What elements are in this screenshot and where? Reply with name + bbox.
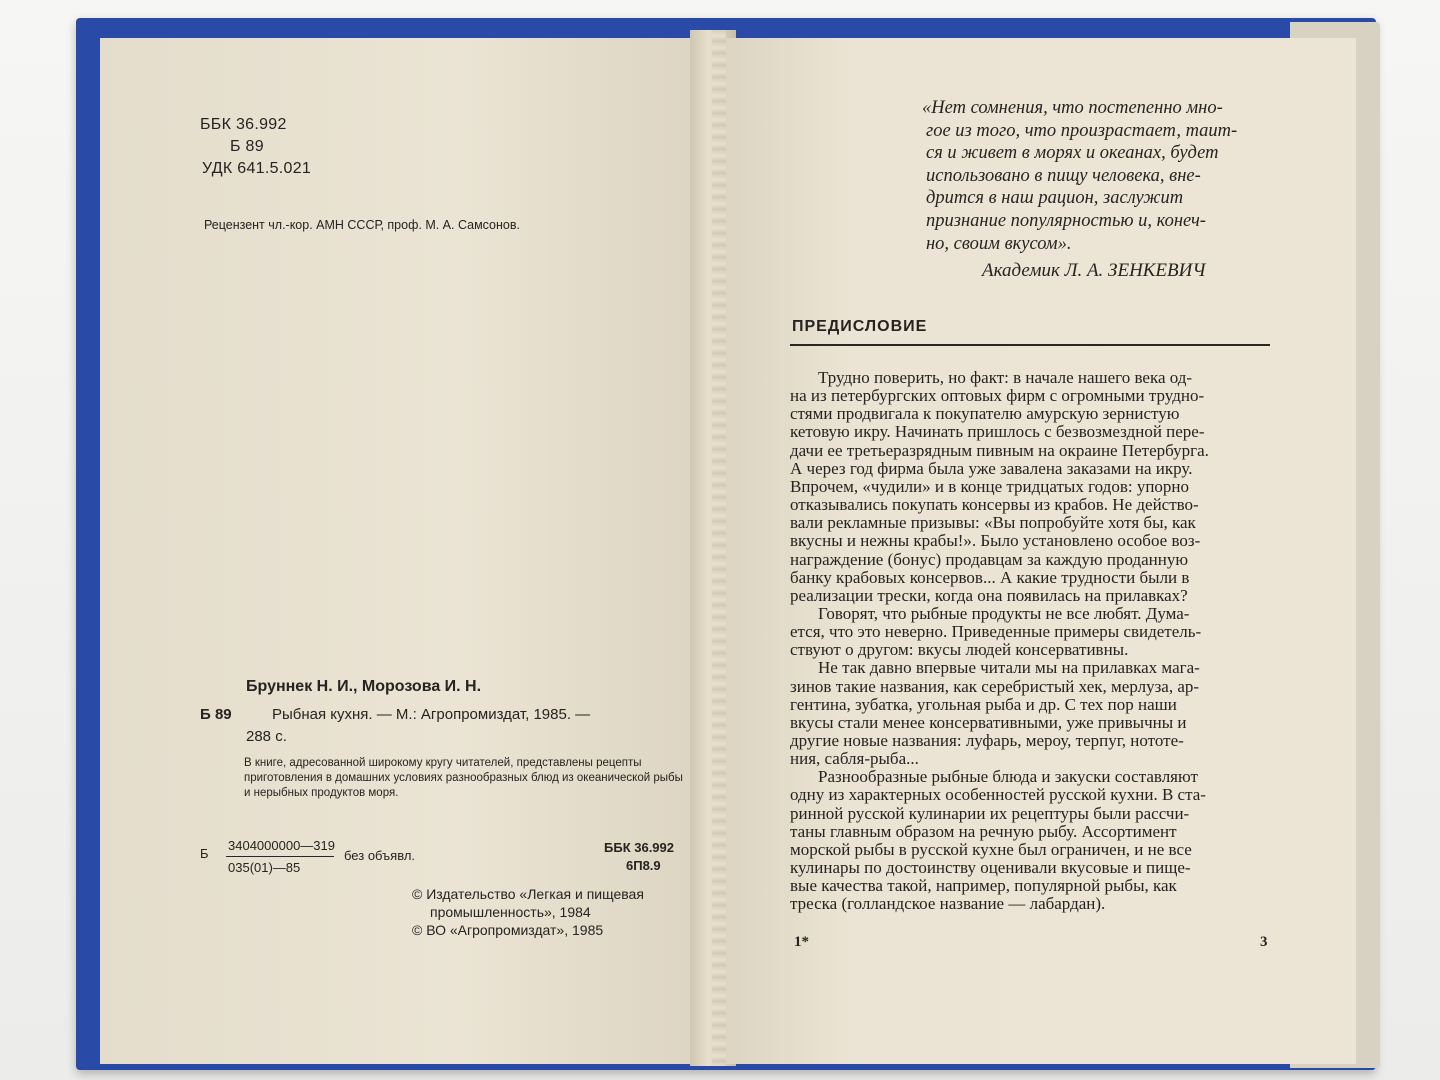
body-line: реализации трески, когда она появилась на прилавках? [790,585,1188,605]
reviewer-line: Рецензент чл.-кор. АМН СССР, проф. М. А. Самсонов. [204,218,520,232]
body-line: Говорят, что рыбные продукты не все любят. Дума- [818,603,1190,623]
body-line: Разнообразные рыбные блюда и закуски составляют [818,767,1198,787]
body-line: Не так давно впервые читали мы на прилавках мага- [818,658,1200,678]
footer-b: Б [200,846,209,861]
body-line: банку крабовых консервов... А какие трудности были в [790,567,1190,587]
annotation: В книге, адресованной широкому кругу читателей, представлены рецепты приготовления в домашних условиях разнообразных блюд из океанической рыбы и нерыбных продуктов моря. [244,757,683,799]
body-line: одну из характерных особенностей русской кухни. В ста- [790,785,1206,805]
copyright-1-line-2: промышленность», 1984 [430,904,591,920]
udk-code: УДК 641.5.021 [202,160,312,177]
bib-line-2: 288 с. [246,728,287,745]
footer-num-top: 3404000000—319 [228,838,335,853]
epigraph-line: признание популярностью и, конеч- [926,211,1206,231]
body-line: морской рыбы в русской кухне был ограничен, и не все [790,839,1192,859]
epigraph-line: ся и живет в морях и океанах, будет [926,143,1219,164]
footer-bbk-2: 6П8.9 [626,858,661,873]
body-line: награждение (бонус) продавцам за каждую проданную [790,549,1189,569]
body-line: вкусы стали менее консервативными, уже привычны и [790,712,1187,732]
torn-spine-edge [712,30,726,1066]
section-heading: ПРЕДИСЛОВИЕ [792,318,928,335]
left-page [100,38,700,1064]
epigraph-line: «Нет сомнения, что постепенно мно- [922,98,1223,118]
bib-code: Б 89 [200,706,232,723]
body-line: ринной русской кулинарии их рецептуры были рассчи- [790,803,1190,823]
copyright-2: © ВО «Агропромиздат», 1985 [412,922,604,938]
body-line: вые качества такой, например, популярной рыбы, как [790,876,1177,896]
body-line: кетовую икру. Начинать пришлось с безвозмездной пере- [790,422,1205,442]
body-line: Впрочем, «чудили» и в конце тридцатых годов: упорно [790,476,1190,496]
body-line: треска (голландское название — лабардан). [790,894,1106,914]
body-line: кулинары по достоинству оценивали вкусовые и пище- [790,858,1191,878]
body-line: А через год фирма была уже завалена заказами на икру. [790,458,1193,478]
epigraph-line: но, своим вкусом». [926,233,1072,254]
copyright-1-line-1: © Издательство «Легкая и пищевая [412,886,644,902]
body-line: ется, что это неверно. Приведенные примеры свидетель- [790,622,1202,642]
bib-line-1: Рыбная кухня. — М.: Агропромиздат, 1985. — [272,706,591,723]
right-page [726,38,1356,1064]
b-code: Б 89 [230,138,264,155]
body-line: ствуют о другом: вкусы людей консервативны. [790,640,1129,660]
fraction-line [226,856,334,857]
epigraph-signature: Академик Л. А. ЗЕНКЕВИЧ [982,260,1206,281]
body-line: ния, сабля-рыба... [790,749,919,769]
body-line: вали рекламные призывы: «Вы попробуйте хотя бы, как [790,513,1196,533]
body-line: Трудно поверить, но факт: в начале нашего века од- [818,368,1193,387]
heading-rule [790,344,1270,346]
body-line: отказывались покупать консервы из крабов. Не действо- [790,495,1199,515]
epigraph-line: гое из того, что произрастает, таит- [926,120,1238,141]
page-number: 3 [1260,934,1268,950]
body-line: таны главным образом на речную рыбу. Ассортимент [790,821,1177,841]
body-line: другие новые названия: луфарь, мероу, терпуг, нототе- [790,731,1184,750]
body-line: вкусны и нежны крабы!». Было установлено особое воз- [790,531,1201,551]
footer-num-bottom: 035(01)—85 [228,860,301,875]
epigraph-line: дрится в наш рацион, заслужит [926,188,1184,209]
epigraph-line: использовано в пищу человека, вне- [926,165,1201,186]
footer-mid: без объявл. [344,848,416,863]
body-line: стями продвигала к покупателю амурскую зернистую [790,404,1180,424]
body-line: дачи ее третьеразрядным пивным на окраине Петербурга. [790,440,1209,460]
signature-mark: 1* [794,934,809,950]
body-line: на из петербургских оптовых фирм с огромными трудно- [790,386,1205,406]
bbk-code: ББК 36.992 [200,116,287,133]
footer-bbk: ББК 36.992 [604,840,674,855]
body-line: гентина, зубатка, угольная рыба и др. С тех пор наши [790,694,1177,714]
body-line: зинов такие названия, как серебристый хек, мерлуза, ар- [790,676,1200,696]
authors-line: Бруннек Н. И., Морозова И. Н. [246,678,482,695]
